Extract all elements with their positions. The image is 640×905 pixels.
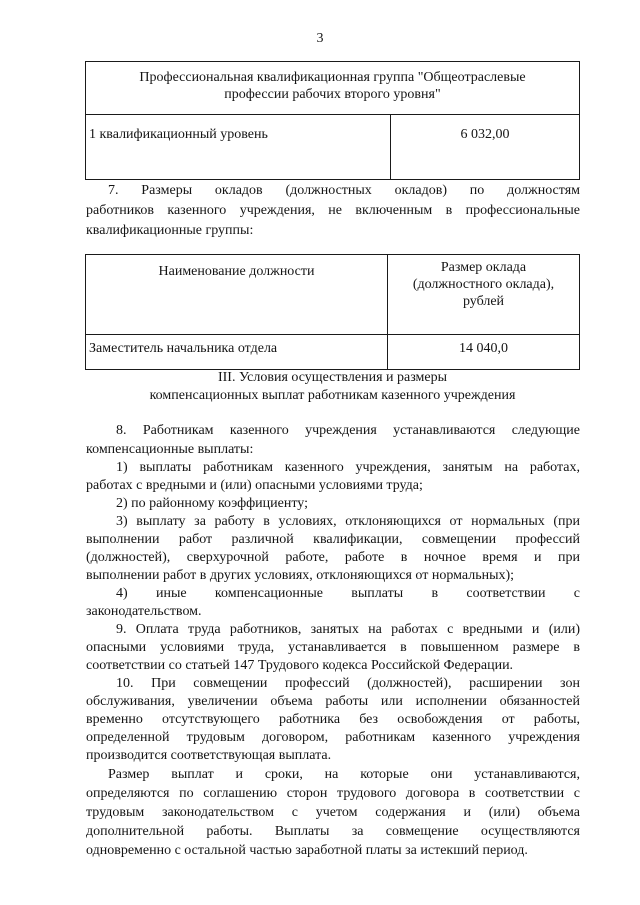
paragraph-line: одновременно с остальной частью заработной платы за истекший период.	[86, 843, 528, 858]
paragraph-line: обслуживания, увеличении объема работы или исполнении обязанностей	[86, 694, 580, 709]
table-cell-qualification-level: 1 квалификационный уровень	[86, 115, 391, 180]
table-header-row	[86, 255, 580, 335]
list-item-line: 3) выплату за работу в условиях, отклоняющихся от нормальных (при	[116, 514, 580, 529]
column-header-line: рублей	[462, 294, 505, 309]
paragraph-line: 8. Работникам казенного учреждения устанавливаются следующие	[116, 423, 580, 438]
table-header-line: профессии рабочих второго уровня"	[224, 87, 441, 102]
list-item-line: 2) по районному коэффициенту;	[116, 496, 309, 511]
paragraph-line: определяются по соглашению сторон трудового договора в соответствии с	[86, 786, 580, 801]
table-row	[86, 115, 580, 180]
paragraph-line: 9. Оплата труда работников, занятых на работах с вредными и (или)	[116, 622, 580, 637]
table-cell-salary: 14 040,0	[388, 335, 580, 370]
paragraph-line: опасными условиями труда, устанавливается в повышенном размере в	[86, 640, 580, 655]
paragraph-line: производится соответствующая выплата.	[86, 748, 332, 763]
column-header-position: Наименование должности	[86, 255, 388, 335]
table-professional-group	[85, 61, 580, 180]
paragraph-line: временно отсутствующего работника без освобождения от работы,	[86, 712, 580, 727]
paragraph-line: 10. При совмещении профессий (должностей), расширении зон	[116, 676, 580, 691]
section-title: III. Условия осуществления и размеры	[217, 370, 448, 385]
table-cell-salary: 6 032,00	[391, 115, 580, 180]
paragraph-line: Размер выплат и сроки, на которые они устанавливаются,	[108, 767, 580, 782]
paragraph-line: соответствии со статьей 147 Трудового кодекса Российской Федерации.	[86, 658, 514, 673]
paragraph-line: трудовым законодательством с учетом содержания и (или) объема	[86, 805, 580, 820]
list-item-line: законодательством.	[86, 604, 202, 619]
list-item-line: выполнении работ в других условиях, отклоняющихся от нормальных);	[86, 568, 515, 583]
list-item-line: 1) выплаты работникам казенного учреждения, занятым на работах,	[116, 460, 580, 475]
column-header-salary	[388, 255, 580, 335]
list-item-line: (должностей), сверхурочной работе, работе в ночное время и при	[86, 550, 580, 565]
section-title: компенсационных выплат работникам казенного учреждения	[149, 388, 516, 403]
list-item-line: выполнении работ различной квалификации, совмещении профессий	[86, 532, 580, 547]
paragraph-line: определенной трудовым договором, работникам казенного учреждения	[86, 730, 580, 745]
paragraph-line: компенсационные выплаты:	[86, 442, 254, 457]
table-positions	[85, 254, 580, 370]
column-header-line: (должностного оклада),	[412, 277, 555, 292]
table-header-line: Профессиональная квалификационная группа "Общеотраслевые	[139, 70, 526, 85]
table-header-cell	[86, 62, 580, 115]
table-header-row	[86, 62, 580, 115]
paragraph-7-line: 7. Размеры окладов (должностных окладов) по должностям	[108, 183, 580, 198]
column-header-line: Размер оклада	[440, 260, 527, 275]
page-number: 3	[316, 31, 324, 46]
list-item-line: 4) иные компенсационные выплаты в соответствии с	[116, 586, 580, 601]
paragraph-7-line: квалификационные группы:	[86, 223, 254, 238]
paragraph-7-line: работников казенного учреждения, не включенным в профессиональные	[86, 203, 580, 218]
table-cell-position: Заместитель начальника отдела	[86, 335, 388, 370]
list-item-line: работах с вредными и (или) опасными условиями труда;	[86, 478, 423, 493]
table-row	[86, 335, 580, 370]
paragraph-line: дополнительной работы. Выплаты за совмещение осуществляются	[86, 824, 580, 839]
